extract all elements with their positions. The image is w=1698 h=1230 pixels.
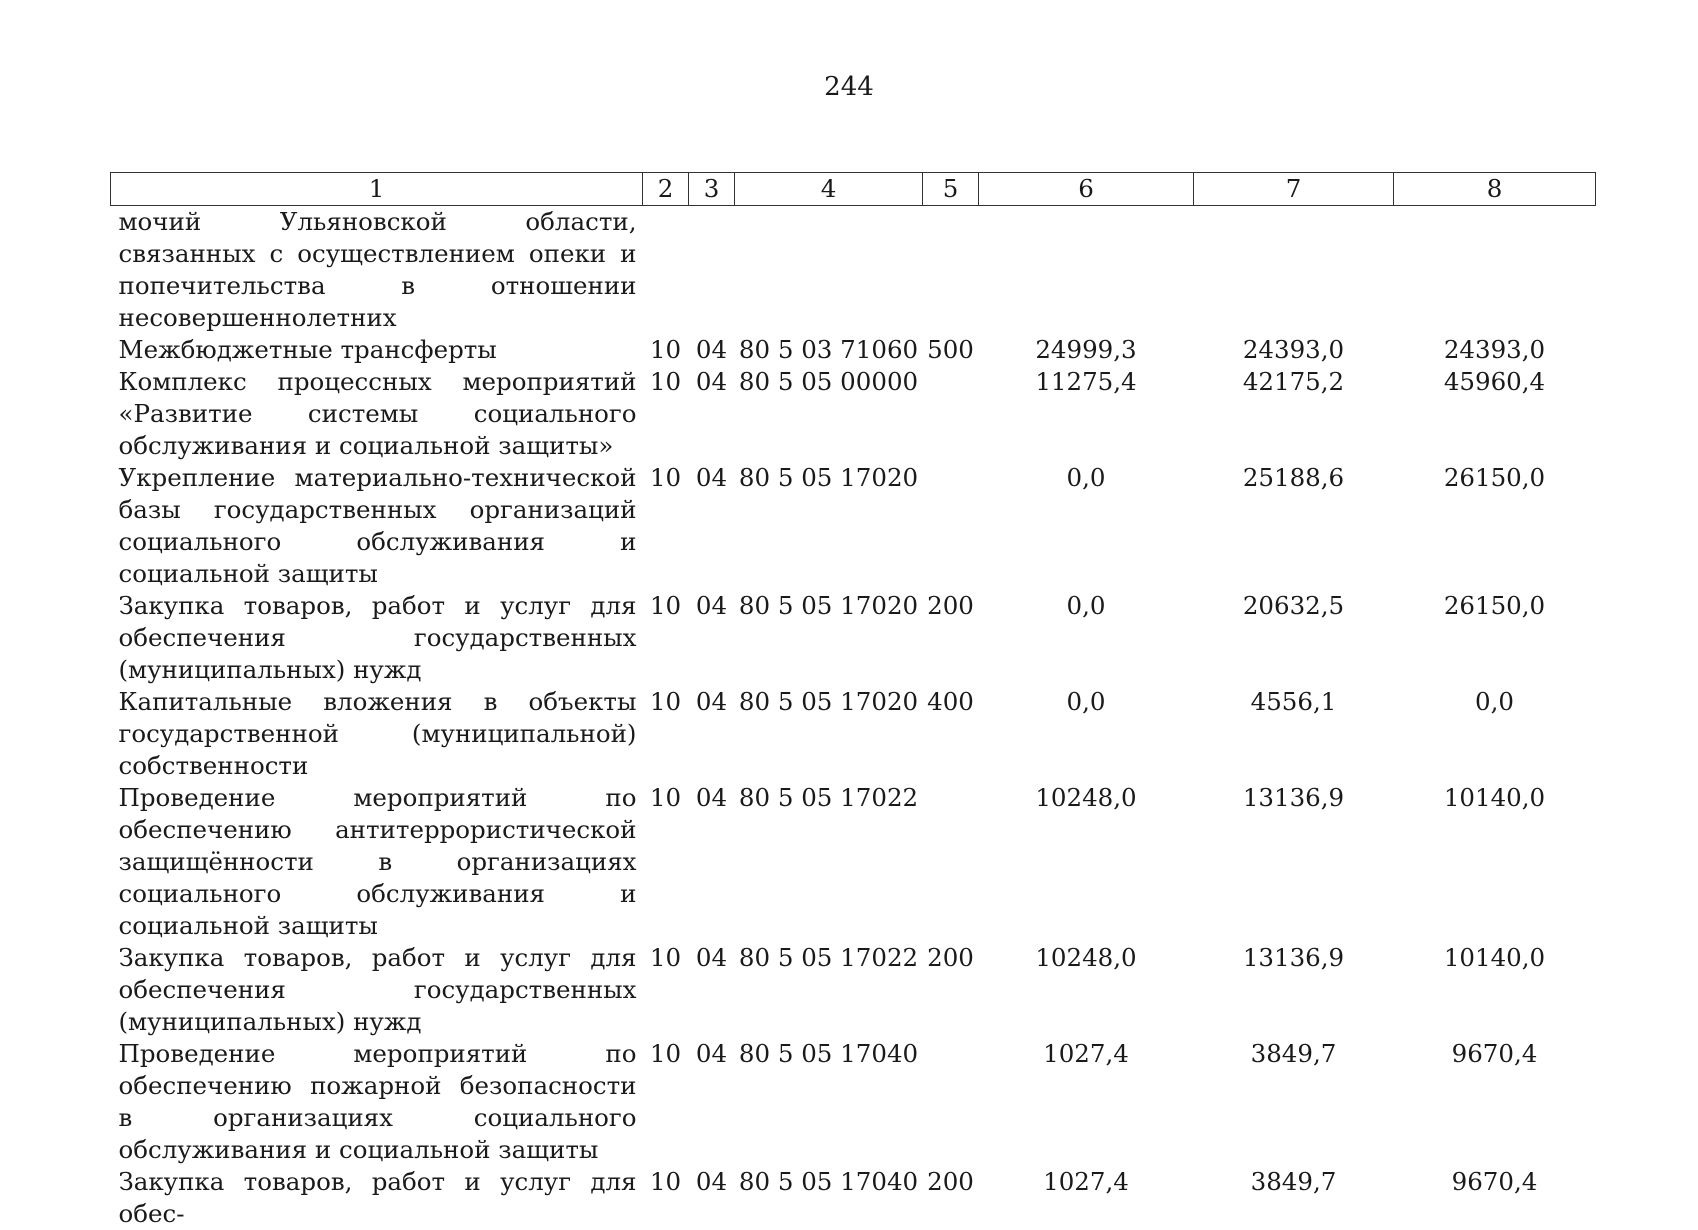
- expense-type-cell: 200: [923, 590, 979, 686]
- item-name-cell: Капитальные вложения в объекты государственной (муниципальной) собственности: [111, 686, 643, 782]
- amount-col6-cell: 1027,4: [979, 1038, 1194, 1166]
- amount-col7-cell: 3849,7: [1194, 1166, 1394, 1230]
- target-article-cell: 80 5 05 17022: [735, 782, 923, 942]
- amount-col7-cell: 20632,5: [1194, 590, 1394, 686]
- item-name-cell: мочий Ульяновской области, связанных с осуществлением опеки и попечительства в отношении несовершеннолетних: [111, 206, 643, 335]
- section-code-cell: 10: [643, 782, 689, 942]
- table-row: [111, 782, 1596, 942]
- amount-col7-cell: 13136,9: [1194, 942, 1394, 1038]
- amount-col6-cell: [979, 206, 1194, 335]
- column-number-header: 7: [1194, 173, 1394, 206]
- column-number-header: 1: [111, 173, 643, 206]
- amount-col8-cell: 9670,4: [1394, 1166, 1596, 1230]
- subsection-code-cell: 04: [689, 1166, 735, 1230]
- amount-col8-cell: 9670,4: [1394, 1038, 1596, 1166]
- item-name-cell: Межбюджетные трансферты: [111, 334, 643, 366]
- target-article-cell: 80 5 05 00000: [735, 366, 923, 462]
- target-article-cell: 80 5 05 17040: [735, 1038, 923, 1166]
- item-name-cell: Укрепление материально-технической базы государственных организаций социального обслуживания и социальной защиты: [111, 462, 643, 590]
- subsection-code-cell: 04: [689, 462, 735, 590]
- section-code-cell: [643, 206, 689, 335]
- target-article-cell: 80 5 05 17040: [735, 1166, 923, 1230]
- item-name-cell: Проведение мероприятий по обеспечению пожарной безопасности в организациях социального обслуживания и социальной защиты: [111, 1038, 643, 1166]
- expense-type-cell: [923, 1038, 979, 1166]
- expense-type-cell: 200: [923, 1166, 979, 1230]
- item-name-cell: Закупка товаров, работ и услуг для обеспечения государственных (муниципальных) нужд: [111, 942, 643, 1038]
- section-code-cell: 10: [643, 942, 689, 1038]
- target-article-cell: 80 5 05 17020: [735, 462, 923, 590]
- target-article-cell: 80 5 03 71060: [735, 334, 923, 366]
- item-name-cell: Закупка товаров, работ и услуг для обеспечения государственных (муниципальных) нужд: [111, 590, 643, 686]
- item-name-cell: Закупка товаров, работ и услуг для обес-: [111, 1166, 643, 1230]
- subsection-code-cell: 04: [689, 366, 735, 462]
- section-code-cell: 10: [643, 1166, 689, 1230]
- subsection-code-cell: [689, 206, 735, 335]
- amount-col6-cell: 1027,4: [979, 1166, 1194, 1230]
- column-number-header: 4: [735, 173, 923, 206]
- column-number-header: 2: [643, 173, 689, 206]
- subsection-code-cell: 04: [689, 1038, 735, 1166]
- section-code-cell: 10: [643, 686, 689, 782]
- subsection-code-cell: 04: [689, 334, 735, 366]
- amount-col6-cell: 11275,4: [979, 366, 1194, 462]
- column-number-header: 8: [1394, 173, 1596, 206]
- amount-col6-cell: 24999,3: [979, 334, 1194, 366]
- amount-col8-cell: 10140,0: [1394, 942, 1596, 1038]
- table-row: [111, 206, 1596, 335]
- table-row: [111, 686, 1596, 782]
- amount-col6-cell: 10248,0: [979, 782, 1194, 942]
- amount-col8-cell: 26150,0: [1394, 462, 1596, 590]
- expense-type-cell: [923, 462, 979, 590]
- amount-col7-cell: 13136,9: [1194, 782, 1394, 942]
- column-number-header-row: [111, 173, 1596, 206]
- section-code-cell: 10: [643, 334, 689, 366]
- amount-col8-cell: 26150,0: [1394, 590, 1596, 686]
- subsection-code-cell: 04: [689, 686, 735, 782]
- table-body: [111, 206, 1596, 1230]
- amount-col7-cell: 42175,2: [1194, 366, 1394, 462]
- subsection-code-cell: 04: [689, 590, 735, 686]
- table-row: [111, 590, 1596, 686]
- budget-table: [110, 172, 1596, 1230]
- item-name-cell: Комплекс процессных мероприятий «Развитие системы социального обслуживания и социальной защиты»: [111, 366, 643, 462]
- column-number-header: 6: [979, 173, 1194, 206]
- target-article-cell: 80 5 05 17020: [735, 590, 923, 686]
- amount-col8-cell: 10140,0: [1394, 782, 1596, 942]
- column-number-header: 3: [689, 173, 735, 206]
- amount-col8-cell: [1394, 206, 1596, 335]
- item-name-cell: Проведение мероприятий по обеспечению антитеррористической защищённости в организациях социального обслуживания и социальной защиты: [111, 782, 643, 942]
- amount-col7-cell: 3849,7: [1194, 1038, 1394, 1166]
- target-article-cell: 80 5 05 17022: [735, 942, 923, 1038]
- table-row: [111, 334, 1596, 366]
- table-row: [111, 1166, 1596, 1230]
- column-number-header: 5: [923, 173, 979, 206]
- section-code-cell: 10: [643, 366, 689, 462]
- amount-col7-cell: 4556,1: [1194, 686, 1394, 782]
- section-code-cell: 10: [643, 1038, 689, 1166]
- expense-type-cell: [923, 366, 979, 462]
- expense-type-cell: [923, 782, 979, 942]
- target-article-cell: [735, 206, 923, 335]
- expense-type-cell: 200: [923, 942, 979, 1038]
- table-row: [111, 462, 1596, 590]
- subsection-code-cell: 04: [689, 782, 735, 942]
- table-row: [111, 1038, 1596, 1166]
- amount-col8-cell: 45960,4: [1394, 366, 1596, 462]
- amount-col7-cell: 24393,0: [1194, 334, 1394, 366]
- amount-col8-cell: 0,0: [1394, 686, 1596, 782]
- amount-col6-cell: 0,0: [979, 686, 1194, 782]
- amount-col8-cell: 24393,0: [1394, 334, 1596, 366]
- table-row: [111, 366, 1596, 462]
- target-article-cell: 80 5 05 17020: [735, 686, 923, 782]
- page-number: 244: [0, 72, 1698, 102]
- expense-type-cell: [923, 206, 979, 335]
- amount-col7-cell: 25188,6: [1194, 462, 1394, 590]
- section-code-cell: 10: [643, 590, 689, 686]
- amount-col6-cell: 10248,0: [979, 942, 1194, 1038]
- table-row: [111, 942, 1596, 1038]
- subsection-code-cell: 04: [689, 942, 735, 1038]
- section-code-cell: 10: [643, 462, 689, 590]
- expense-type-cell: 500: [923, 334, 979, 366]
- amount-col7-cell: [1194, 206, 1394, 335]
- amount-col6-cell: 0,0: [979, 590, 1194, 686]
- amount-col6-cell: 0,0: [979, 462, 1194, 590]
- expense-type-cell: 400: [923, 686, 979, 782]
